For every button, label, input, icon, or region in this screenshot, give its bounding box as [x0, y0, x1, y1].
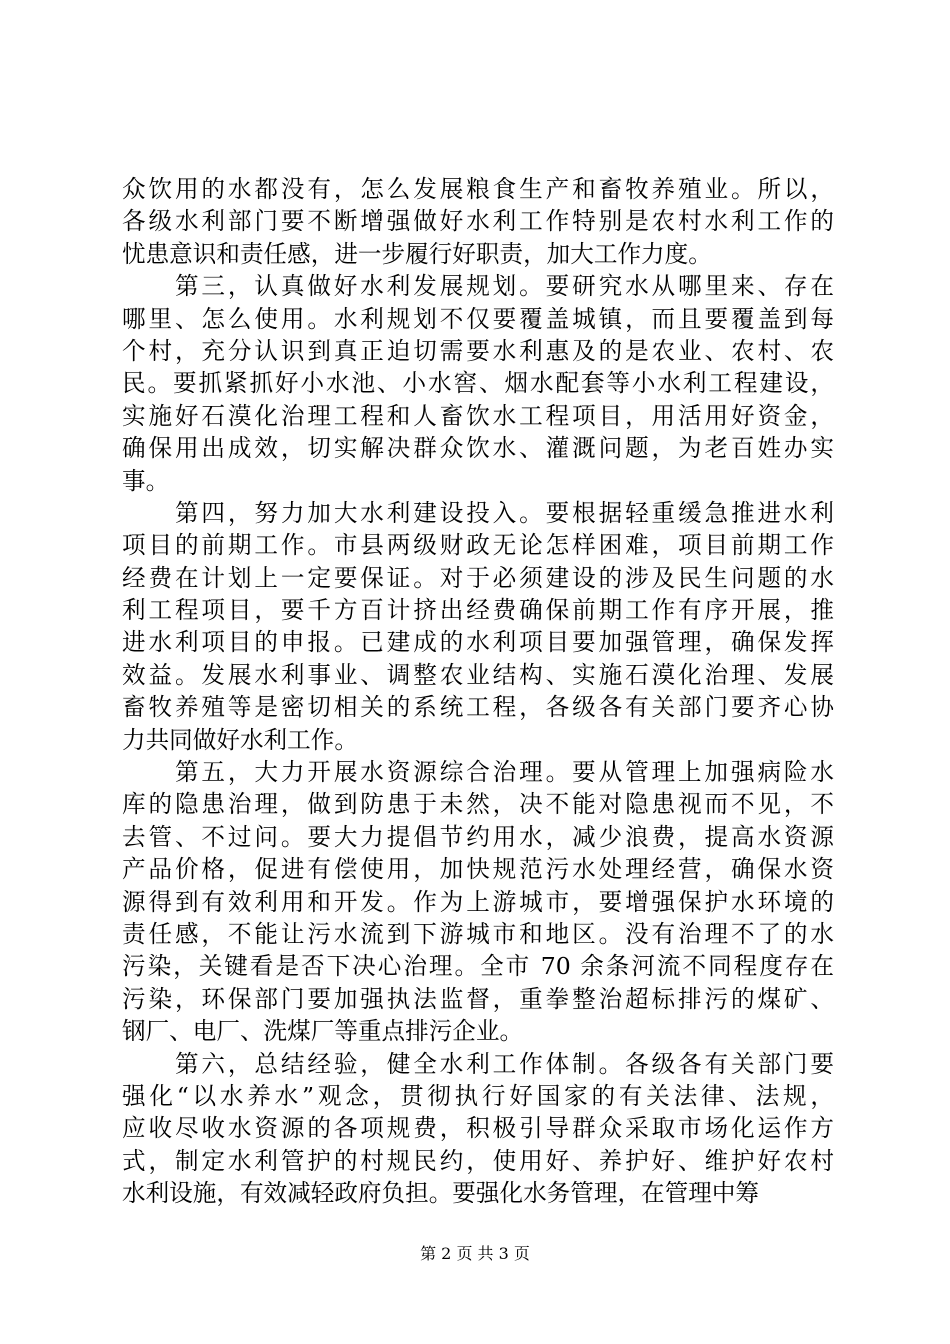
text-line: 效益。发展水利事业、调整农业结构、实施石漠化治理、发展 [122, 660, 834, 689]
text-line: 第三，认真做好水利发展规划。要研究水从哪里来、存在 [122, 272, 834, 301]
paragraph [122, 497, 834, 756]
text-line: 第五，大力开展水资源综合治理。要从管理上加强病险水 [122, 758, 834, 787]
text-line: 污染，关键看是否下决心治理。全市 70 余条河流不同程度存在 [122, 952, 834, 981]
text-line: 项目的前期工作。市县两级财政无论怎样困难，项目前期工作 [122, 531, 834, 560]
document-body [122, 173, 834, 1210]
text-line: 水利设施，有效减轻政府负担。要强化水务管理，在管理中筹 [122, 1179, 760, 1208]
text-line: 个村，充分认识到真正迫切需要水利惠及的是农业、农村、农 [122, 336, 834, 365]
text-line: 去管、不过问。要大力提倡节约用水，减少浪费，提高水资源 [122, 822, 834, 851]
text-line: 众饮用的水都没有，怎么发展粮食生产和畜牧养殖业。所以， [122, 175, 834, 203]
text-line: 应收尽收水资源的各项规费，积极引导群众采取市场化运作方 [122, 1114, 834, 1143]
text-line: 畜牧养殖等是密切相关的系统工程，各级各有关部门要齐心协 [122, 693, 834, 722]
text-line: 产品价格，促进有偿使用，加快规范污水处理经营，确保水资 [122, 855, 834, 884]
text-line: 第六，总结经验，健全水利工作体制。各级各有关部门要 [122, 1049, 834, 1078]
text-line: 式，制定水利管护的村规民约，使用好、养护好、维护好农村 [122, 1146, 834, 1175]
text-line: 民。要抓紧抓好小水池、小水窖、烟水配套等小水利工程建设， [122, 369, 834, 398]
text-line: 利工程项目，要千方百计挤出经费确保前期工作有序开展，推 [122, 596, 834, 625]
paragraph [122, 270, 834, 497]
text-line: 哪里、怎么使用。水利规划不仅要覆盖城镇，而且要覆盖到每 [122, 304, 834, 333]
text-line: 库的隐患治理，做到防患于未然，决不能对隐患视而不见，不 [122, 790, 834, 819]
text-line: 钢厂、电厂、洗煤厂等重点排污企业。 [122, 1017, 524, 1046]
text-line: 强化“以水养水”观念，贯彻执行好国家的有关法律、法规， [122, 1081, 834, 1110]
text-line: 力共同做好水利工作。 [122, 725, 358, 754]
paragraph [122, 1048, 834, 1210]
text-line: 实施好石漠化治理工程和人畜饮水工程项目，用活用好资金， [122, 401, 834, 430]
text-line: 源得到有效利用和开发。作为上游城市，要增强保护水环境的 [122, 887, 834, 916]
text-line: 经费在计划上一定要保证。对于必须建设的涉及民生问题的水 [122, 563, 834, 592]
paragraph [122, 173, 834, 270]
text-line: 忧患意识和责任感，进一步履行好职责，加大工作力度。 [122, 239, 712, 268]
text-line: 第四，努力加大水利建设投入。要根据轻重缓急推进水利 [122, 498, 834, 527]
text-line: 责任感，不能让污水流到下游城市和地区。没有治理不了的水 [122, 919, 834, 948]
page-footer: 第 2 页 共 3 页 [420, 1244, 530, 1263]
paragraph [122, 756, 834, 1048]
text-line: 进水利项目的申报。已建成的水利项目要加强管理，确保发挥 [122, 628, 834, 657]
text-line: 事。 [122, 466, 170, 495]
text-line: 确保用出成效，切实解决群众饮水、灌溉问题，为老百姓办实 [122, 434, 834, 463]
text-line: 各级水利部门要不断增强做好水利工作特别是农村水利工作的 [122, 207, 834, 236]
text-line: 污染，环保部门要加强执法监督，重拳整治超标排污的煤矿、 [122, 984, 834, 1013]
